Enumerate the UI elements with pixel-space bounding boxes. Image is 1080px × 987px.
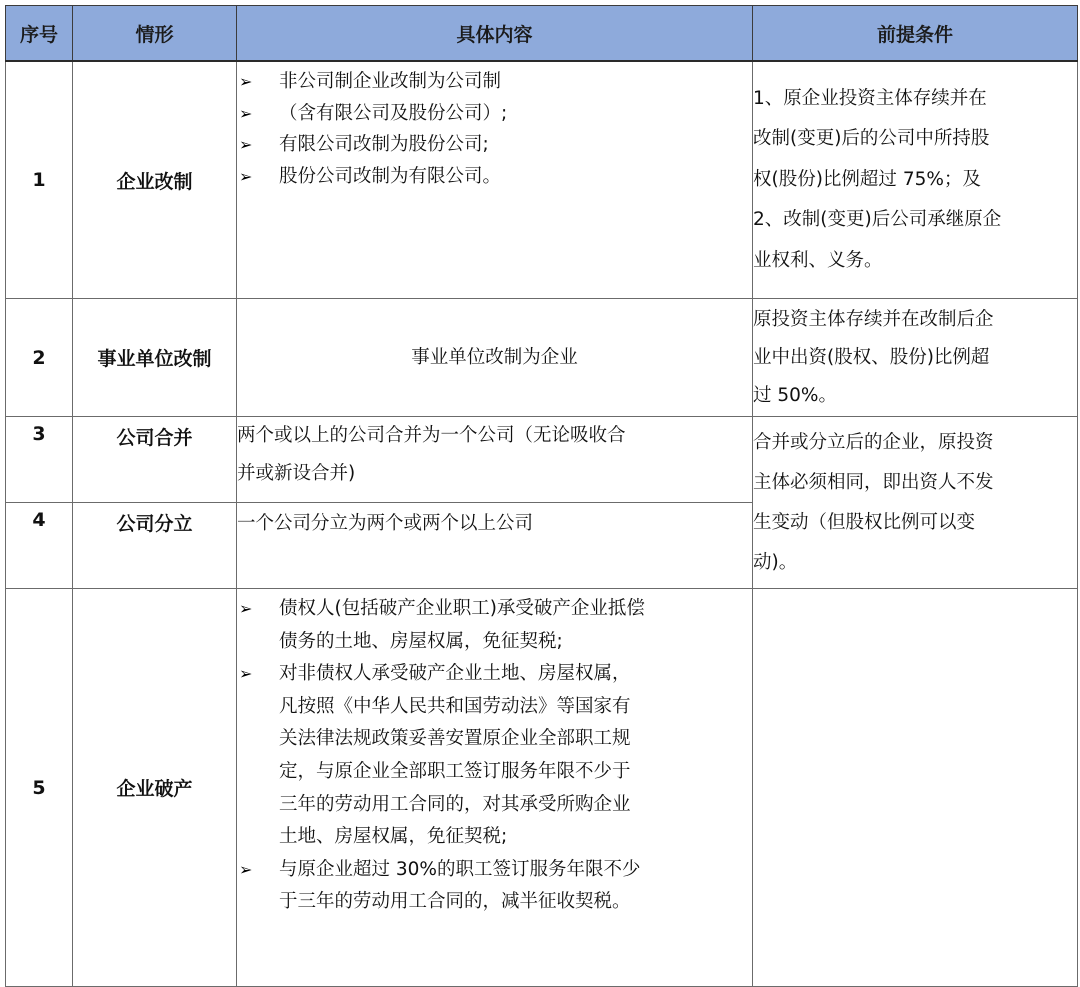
- bullet-list: [237, 593, 752, 919]
- arrow-bullet-icon: ➢: [239, 664, 253, 684]
- bullet-list: [237, 66, 752, 192]
- condition-line: 2、改制(变更)后公司承继原企: [753, 209, 1002, 231]
- table-row: [6, 417, 1078, 503]
- list-item: [237, 658, 752, 854]
- bullet-text: （含有限公司及股份公司）;: [279, 102, 508, 124]
- arrow-bullet-icon: ➢: [239, 599, 253, 618]
- bullet-text: 土地、房屋权属，免征契税;: [279, 826, 508, 848]
- row-number: 2: [6, 299, 73, 417]
- bullet-text: 凡按照《中华人民共和国劳动法》等国家有: [279, 695, 631, 717]
- header-condition: 前提条件: [753, 6, 1078, 62]
- policy-table: [5, 5, 1078, 987]
- arrow-bullet-icon: ➢: [239, 103, 253, 123]
- bullet-text: 三年的劳动用工合同的，对其承受所购企业: [279, 793, 631, 815]
- row-number: 4: [6, 503, 73, 589]
- table-header-row: [6, 6, 1078, 62]
- list-item: [237, 98, 752, 130]
- condition-line: 1、原企业投资主体存续并在: [753, 87, 987, 109]
- list-item: [237, 129, 752, 161]
- row-situation: 企业破产: [73, 589, 237, 987]
- content-line: 两个或以上的公司合并为一个公司（无论吸收合: [237, 425, 626, 446]
- content-line: 并或新设合并): [237, 463, 356, 484]
- bullet-text: 关法律法规政策妥善安置原企业全部职工规: [279, 728, 631, 750]
- row-situation: 公司分立: [73, 503, 237, 589]
- bullet-text: 定，与原企业全部职工签订服务年限不少于: [279, 760, 631, 782]
- condition-line: 主体必须相同，即出资人不发: [753, 471, 994, 493]
- row-content: [237, 589, 753, 987]
- row-number: 1: [6, 61, 73, 299]
- row-content: [237, 417, 753, 503]
- table-row: [6, 589, 1078, 987]
- condition-line: 业中出资(股权、股份)比例超: [753, 346, 990, 368]
- condition-line: 合并或分立后的企业，原投资: [753, 431, 994, 453]
- condition-line: 生变动（但股权比例可以变: [753, 511, 976, 533]
- condition-line: 权(股份)比例超过 75%；及: [753, 168, 981, 190]
- arrow-bullet-icon: ➢: [239, 135, 253, 154]
- condition-line: 过 50%。: [753, 384, 837, 406]
- table-row: [6, 61, 1078, 299]
- header-situation: 情形: [73, 6, 237, 62]
- bullet-text: 有限公司改制为股份公司;: [279, 134, 489, 155]
- arrow-bullet-icon: ➢: [239, 859, 253, 879]
- bullet-text: 非公司制企业改制为公司制: [279, 71, 502, 92]
- bullet-text: 对非债权人承受破产企业土地、房屋权属，: [279, 663, 631, 685]
- bullet-text: 股份公司改制为有限公司。: [279, 165, 502, 187]
- bullet-text: 与原企业超过 30%的职工签订服务年限不少: [279, 858, 641, 880]
- bullet-text: 于三年的劳动用工合同的，减半征收契税。: [279, 891, 631, 913]
- bullet-text: 债务的土地、房屋权属，免征契税;: [279, 630, 563, 652]
- condition-line: 改制(变更)后的公司中所持股: [753, 128, 990, 150]
- row-number: 3: [6, 417, 73, 503]
- list-item: [237, 593, 752, 658]
- list-item: [237, 66, 752, 98]
- row-situation: 事业单位改制: [73, 299, 237, 417]
- row-situation: 企业改制: [73, 61, 237, 299]
- condition-line: 原投资主体存续并在改制后企: [753, 308, 994, 330]
- bullet-text: 债权人(包括破产企业职工)承受破产企业抵偿: [279, 598, 645, 619]
- row-situation: 公司合并: [73, 417, 237, 503]
- header-content: 具体内容: [237, 6, 753, 62]
- row-number: 5: [6, 589, 73, 987]
- arrow-bullet-icon: ➢: [239, 72, 253, 91]
- list-item: [237, 854, 752, 919]
- row-condition: [753, 61, 1078, 299]
- row-content: 事业单位改制为企业: [237, 299, 753, 417]
- row-content: [237, 61, 753, 299]
- row-content: 一个公司分立为两个或两个以上公司: [237, 503, 753, 589]
- row-condition-empty: [753, 589, 1078, 987]
- condition-line: 业权利、义务。: [753, 249, 883, 271]
- list-item: [237, 161, 752, 193]
- shared-condition-merge-split: [753, 417, 1078, 589]
- table-row: [6, 299, 1078, 417]
- row-condition: [753, 299, 1078, 417]
- condition-line: 动)。: [753, 551, 798, 573]
- arrow-bullet-icon: ➢: [239, 166, 253, 186]
- header-no: 序号: [6, 6, 73, 62]
